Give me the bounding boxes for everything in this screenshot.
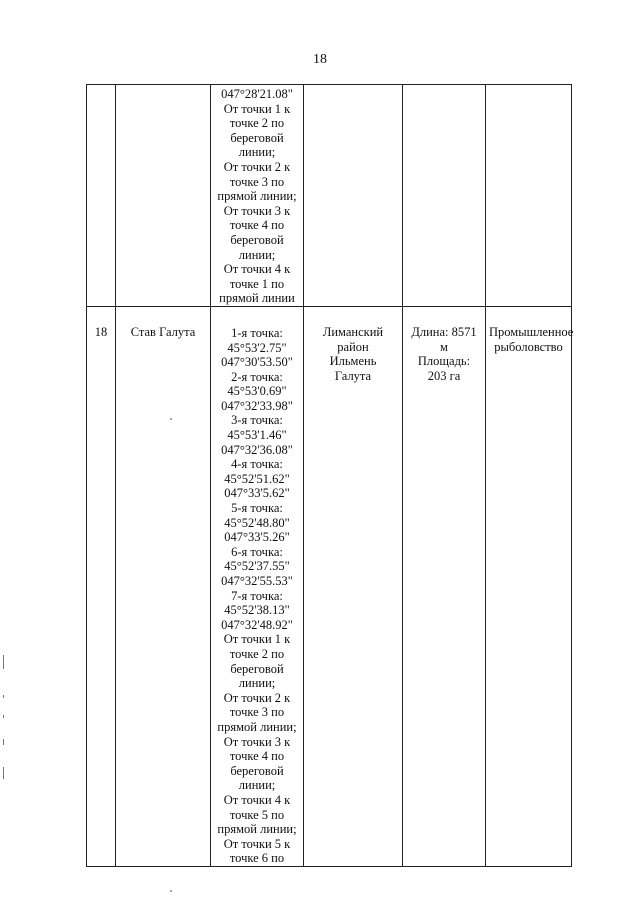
coords-line: От точки 4 к: [223, 792, 291, 807]
coords-line: 047°32'48.92": [221, 617, 293, 632]
coords-line: точке 1 по: [229, 276, 285, 291]
purpose-line: Промышленное: [489, 324, 574, 339]
coords-line: От точки 1 к: [223, 101, 291, 116]
size-cell: [403, 85, 486, 307]
purpose-cell: [486, 306, 572, 866]
coords-line: линии;: [238, 247, 276, 262]
size-line: 203 га: [427, 368, 461, 383]
coords-line: 45°52'48.80": [224, 515, 290, 530]
row-number-cell: [87, 85, 116, 307]
size-line: Длина: 8571: [411, 324, 477, 339]
coords-line: 7-я точка:: [231, 588, 283, 603]
coords-line: От точки 1 к: [223, 632, 291, 647]
coords-line: точке 4 по: [229, 218, 285, 233]
coords-line: 45°53'1.46": [227, 428, 287, 443]
coords-line: точке 4 по: [229, 749, 285, 764]
location-cell: [304, 85, 403, 307]
coords-line: линии;: [238, 145, 276, 160]
coords-line: 2-я точка:: [231, 369, 283, 384]
coords-line: От точки 2 к: [223, 159, 291, 174]
coords-line: точке 6 по: [229, 851, 285, 866]
location-line: Лиманский: [322, 324, 384, 339]
coords-line: От точки 3 к: [223, 203, 291, 218]
purpose-line: рыболовство: [494, 339, 563, 354]
coords-line: 047°32'33.98": [221, 398, 293, 413]
coords-line: От точки 4 к: [223, 262, 291, 277]
coords-line: От точки 2 к: [223, 690, 291, 705]
coords-line: 45°53'0.69": [227, 384, 287, 399]
table-row-continuation: [87, 85, 572, 307]
coords-line: 047°30'53.50": [221, 355, 293, 370]
scan-speck: [170, 890, 172, 892]
coords-line: точке 3 по: [229, 174, 285, 189]
coordinates-cell: [211, 85, 304, 307]
coords-line: От точки 3 к: [223, 734, 291, 749]
location-line: Ильмень: [329, 354, 377, 369]
size-line: м: [440, 339, 448, 354]
coords-line: точке 3 по: [229, 705, 285, 720]
coords-line: 047°32'55.53": [221, 574, 293, 588]
fishing-sites-table: [86, 84, 572, 867]
coords-line: прямой линии;: [217, 719, 297, 734]
row-number-cell: 18: [87, 306, 116, 866]
coords-line: прямой линии;: [217, 822, 297, 837]
location-line: Галута: [334, 368, 372, 383]
location-line: район: [337, 339, 369, 354]
coords-line: 45°52'51.62": [224, 471, 290, 486]
scan-margin-marks: [3, 655, 7, 785]
coords-line: 047°33'5.62": [224, 486, 290, 501]
coords-line: береговой: [230, 763, 284, 778]
coords-line: 5-я точка:: [231, 501, 283, 516]
coords-line: линии;: [238, 778, 276, 793]
page-number: 18: [313, 52, 327, 67]
coords-line: 45°52'38.13": [224, 603, 290, 618]
coords-line: 047°33'5.26": [224, 530, 290, 545]
table-row-18: [87, 306, 572, 866]
purpose-cell: [486, 85, 572, 307]
location-cell: [304, 306, 403, 866]
scan-speck: [170, 418, 172, 420]
site-name-cell: Став Галута: [116, 306, 211, 866]
coords-line: прямой линии;: [217, 189, 297, 204]
coords-line: 45°52'37.55": [224, 559, 290, 574]
size-line: Площадь:: [417, 354, 471, 369]
coordinates-cell: [211, 306, 304, 866]
coords-line: точке 5 по: [229, 807, 285, 822]
coords-line: 3-я точка:: [231, 413, 283, 428]
coords-line: береговой: [230, 232, 284, 247]
coords-line: 45°53'2.75": [227, 340, 287, 355]
coords-line: 047°28'21.08": [221, 87, 293, 101]
coords-line: точке 2 по: [229, 646, 285, 661]
coords-line: прямой линии: [219, 291, 295, 306]
coords-line: От точки 5 к: [223, 836, 291, 851]
coords-line: линии;: [238, 676, 276, 691]
site-name-cell: [116, 85, 211, 307]
coords-line: 4-я точка:: [231, 457, 283, 472]
coords-line: 6-я точка:: [231, 544, 283, 559]
coords-line: 1-я точка:: [231, 325, 283, 340]
coords-line: береговой: [230, 661, 284, 676]
size-cell: [403, 306, 486, 866]
coords-line: 047°32'36.08": [221, 442, 293, 457]
coords-line: точке 2 по: [229, 116, 285, 131]
coords-line: береговой: [230, 130, 284, 145]
